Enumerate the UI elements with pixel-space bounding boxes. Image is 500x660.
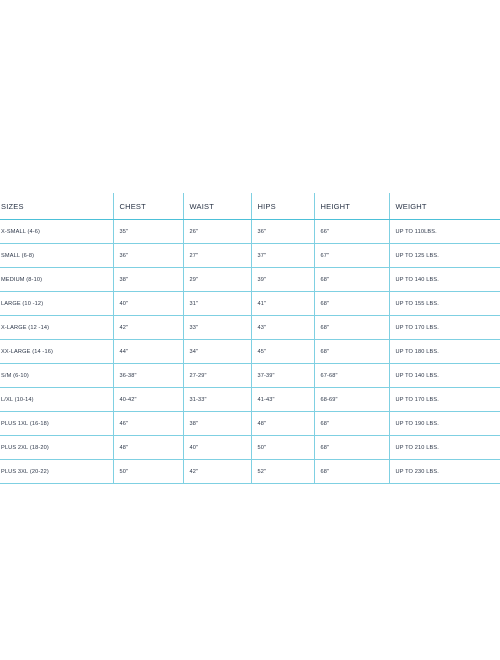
- chest-cell: 36": [113, 244, 183, 268]
- weight-cell: UP TO 180 LBS.: [389, 340, 500, 364]
- weight-cell: UP TO 170 LBS.: [389, 388, 500, 412]
- hips-cell: 50": [251, 436, 314, 460]
- height-cell: 67": [314, 244, 389, 268]
- size-cell: L/XL (10-14): [0, 388, 113, 412]
- height-cell: 68": [314, 292, 389, 316]
- height-cell: 68": [314, 412, 389, 436]
- size-chart-table: [0, 193, 500, 484]
- chest-cell: 40": [113, 292, 183, 316]
- header-height: HEIGHT: [314, 193, 389, 220]
- hips-cell: 36": [251, 220, 314, 244]
- height-cell: 68": [314, 460, 389, 484]
- waist-cell: 42": [183, 460, 251, 484]
- waist-cell: 29": [183, 268, 251, 292]
- waist-cell: 31-33": [183, 388, 251, 412]
- table-row: [0, 220, 500, 244]
- table-row: [0, 268, 500, 292]
- height-cell: 67-68": [314, 364, 389, 388]
- chest-cell: 35": [113, 220, 183, 244]
- size-cell: X-SMALL (4-6): [0, 220, 113, 244]
- chest-cell: 42": [113, 316, 183, 340]
- chest-cell: 46": [113, 412, 183, 436]
- header-hips: HIPS: [251, 193, 314, 220]
- hips-cell: 48": [251, 412, 314, 436]
- hips-cell: 41": [251, 292, 314, 316]
- weight-cell: UP TO 230 LBS.: [389, 460, 500, 484]
- table-row: [0, 388, 500, 412]
- header-weight: WEIGHT: [389, 193, 500, 220]
- table-row: [0, 364, 500, 388]
- hips-cell: 37": [251, 244, 314, 268]
- chest-cell: 50": [113, 460, 183, 484]
- header-chest: CHEST: [113, 193, 183, 220]
- height-cell: 68-69": [314, 388, 389, 412]
- height-cell: 68": [314, 268, 389, 292]
- weight-cell: UP TO 140 LBS.: [389, 268, 500, 292]
- hips-cell: 52": [251, 460, 314, 484]
- size-cell: MEDIUM (8-10): [0, 268, 113, 292]
- size-cell: LARGE (10 -12): [0, 292, 113, 316]
- chest-cell: 48": [113, 436, 183, 460]
- chest-cell: 38": [113, 268, 183, 292]
- table-row: [0, 436, 500, 460]
- weight-cell: UP TO 170 LBS.: [389, 316, 500, 340]
- size-cell: X-LARGE (12 -14): [0, 316, 113, 340]
- weight-cell: UP TO 140 LBS.: [389, 364, 500, 388]
- size-cell: SMALL (6-8): [0, 244, 113, 268]
- chest-cell: 44": [113, 340, 183, 364]
- size-cell: PLUS 1XL (16-18): [0, 412, 113, 436]
- height-cell: 68": [314, 316, 389, 340]
- header-sizes: SIZES: [0, 193, 113, 220]
- weight-cell: UP TO 125 LBS.: [389, 244, 500, 268]
- table-row: [0, 292, 500, 316]
- weight-cell: UP TO 110LBS.: [389, 220, 500, 244]
- height-cell: 68": [314, 340, 389, 364]
- waist-cell: 27": [183, 244, 251, 268]
- hips-cell: 43": [251, 316, 314, 340]
- waist-cell: 31": [183, 292, 251, 316]
- height-cell: 68": [314, 436, 389, 460]
- table-row: [0, 316, 500, 340]
- hips-cell: 37-39": [251, 364, 314, 388]
- waist-cell: 38": [183, 412, 251, 436]
- hips-cell: 45": [251, 340, 314, 364]
- header-waist: WAIST: [183, 193, 251, 220]
- hips-cell: 39": [251, 268, 314, 292]
- size-cell: S/M (6-10): [0, 364, 113, 388]
- weight-cell: UP TO 210 LBS.: [389, 436, 500, 460]
- header-row: [0, 193, 500, 220]
- size-cell: XX-LARGE (14 -16): [0, 340, 113, 364]
- height-cell: 66": [314, 220, 389, 244]
- table-row: [0, 460, 500, 484]
- weight-cell: UP TO 155 LBS.: [389, 292, 500, 316]
- table-row: [0, 340, 500, 364]
- size-cell: PLUS 2XL (18-20): [0, 436, 113, 460]
- waist-cell: 33": [183, 316, 251, 340]
- waist-cell: 40": [183, 436, 251, 460]
- table-row: [0, 412, 500, 436]
- table-row: [0, 244, 500, 268]
- hips-cell: 41-43": [251, 388, 314, 412]
- waist-cell: 34": [183, 340, 251, 364]
- weight-cell: UP TO 190 LBS.: [389, 412, 500, 436]
- chest-cell: 40-42": [113, 388, 183, 412]
- size-cell: PLUS 3XL (20-22): [0, 460, 113, 484]
- waist-cell: 27-29": [183, 364, 251, 388]
- chest-cell: 36-38": [113, 364, 183, 388]
- waist-cell: 26": [183, 220, 251, 244]
